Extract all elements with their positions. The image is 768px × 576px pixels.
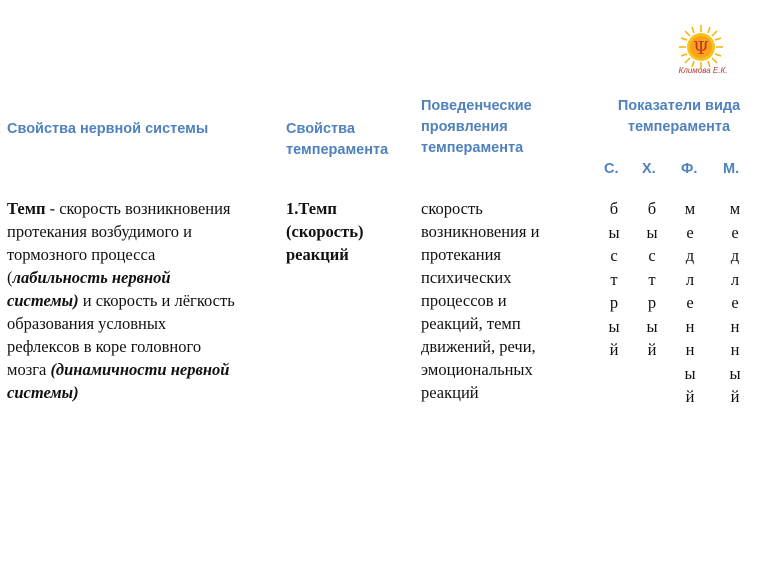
header-nervous-system-properties: Свойства нервной системы bbox=[7, 121, 209, 137]
header-behavioral-manifestations: Поведенческие проявления темперамента bbox=[421, 98, 532, 156]
subheader-melancholic: М. bbox=[723, 161, 740, 177]
author-caption: Климова Е.К. bbox=[678, 66, 728, 75]
svg-text:Ψ: Ψ bbox=[693, 38, 709, 59]
subheader-choleric: Х. bbox=[642, 161, 656, 177]
header-temperament-properties: Свойства темперамента bbox=[286, 121, 389, 158]
behavioral-description: скорость возникновения и протекания психических процессов и реакций, темп движений, речи, эмоциональных реакций bbox=[421, 199, 540, 402]
indicator-sanguine: б ы с т р ы й bbox=[608, 199, 620, 359]
sun-psi-logo-icon bbox=[678, 24, 724, 70]
indicator-melancholic: м е д л е н н ы й bbox=[729, 199, 741, 406]
subheader-phlegmatic: Ф. bbox=[681, 161, 698, 177]
indicator-choleric: б ы с т р ы й bbox=[646, 199, 658, 359]
nervous-system-description: Темп - скорость возникновения протекания возбудимого и тормозного процесса (лабильность нервной системы) и скорость и лёгкость образования условных рефлексов в коре головного мозга (динамичности нервной системы) bbox=[7, 199, 235, 402]
temperament-property: 1.Темп (скорость) реакций bbox=[286, 199, 364, 264]
subheader-sanguine: С. bbox=[604, 161, 619, 177]
header-temperament-indicators: Показатели вида темперамента bbox=[617, 98, 741, 135]
indicator-phlegmatic: м е д л е н н ы й bbox=[684, 199, 696, 406]
logo bbox=[678, 24, 724, 70]
